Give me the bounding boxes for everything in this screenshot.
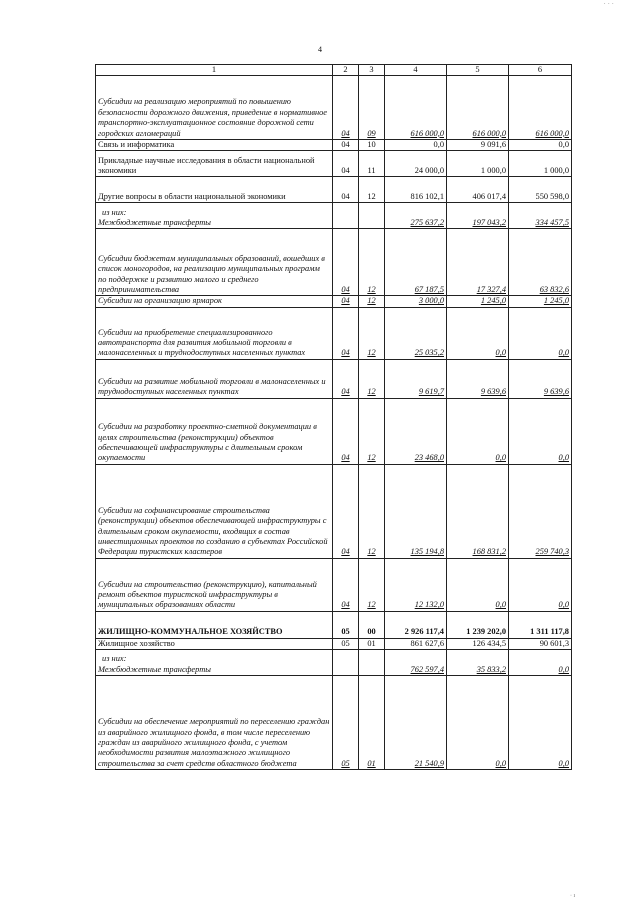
row-amount-col4: 275 637,2 xyxy=(385,203,447,229)
row-amount-col4: 12 132,0 xyxy=(385,558,447,611)
row-amount-col6: 63 832,6 xyxy=(509,229,572,296)
row-name: Другие вопросы в области национальной экономики xyxy=(96,177,333,203)
row-amount-col5: 168 831,2 xyxy=(447,464,509,558)
page-number: 4 xyxy=(318,45,322,54)
row-section-code: 04 xyxy=(333,307,359,359)
row-subsection-code: 12 xyxy=(359,229,385,296)
row-amount-col6: 0,0 xyxy=(509,140,572,151)
row-subsection-code xyxy=(359,650,385,676)
table-row xyxy=(96,676,572,770)
row-amount-col4: 24 000,0 xyxy=(385,151,447,177)
row-amount-col5: 0,0 xyxy=(447,558,509,611)
row-amount-col5: 17 327,4 xyxy=(447,229,509,296)
row-amount-col5: 9 639,6 xyxy=(447,359,509,398)
row-section-code: 05 xyxy=(333,638,359,649)
row-amount-col5: 1 000,0 xyxy=(447,151,509,177)
row-name: Субсидии на организацию ярмарок xyxy=(96,296,333,307)
row-name: Субсидии на приобретение специализированного автотранспорта для развития мобильной торговли в малонаселенных и труднодоступных населенных пунктах xyxy=(96,307,333,359)
row-amount-col5: 406 017,4 xyxy=(447,177,509,203)
row-section-code: 04 xyxy=(333,140,359,151)
row-subsection-code: 12 xyxy=(359,177,385,203)
table-row xyxy=(96,203,572,229)
row-section-code: 04 xyxy=(333,229,359,296)
row-name: Связь и информатика xyxy=(96,140,333,151)
row-subsection-code: 12 xyxy=(359,398,385,464)
row-section-code: 04 xyxy=(333,359,359,398)
row-amount-col4: 861 627,6 xyxy=(385,638,447,649)
row-section-code: 04 xyxy=(333,464,359,558)
row-subsection-code: 11 xyxy=(359,151,385,177)
row-name: Субсидии на реализацию мероприятий по повышению безопасности дорожного движения, приведение в нормативное транспортно-эксплуатационное состояние дорожной сети городских агломераций xyxy=(96,76,333,140)
table-row xyxy=(96,229,572,296)
row-amount-col4: 0,0 xyxy=(385,140,447,151)
row-amount-col5: 197 043,2 xyxy=(447,203,509,229)
row-amount-col5: 1 245,0 xyxy=(447,296,509,307)
header-col-4: 4 xyxy=(385,65,447,76)
table-row xyxy=(96,140,572,151)
table-row xyxy=(96,464,572,558)
row-section-code: 05 xyxy=(333,676,359,770)
row-subsection-code: 09 xyxy=(359,76,385,140)
table-row xyxy=(96,638,572,649)
table-row xyxy=(96,398,572,464)
row-amount-col6: 0,0 xyxy=(509,398,572,464)
row-section-code: 04 xyxy=(333,558,359,611)
header-col-3: 3 xyxy=(359,65,385,76)
row-amount-col6: 9 639,6 xyxy=(509,359,572,398)
row-subsection-code: 12 xyxy=(359,307,385,359)
row-amount-col4: 21 540,9 xyxy=(385,676,447,770)
row-subsection-code: 12 xyxy=(359,296,385,307)
row-amount-col5: 0,0 xyxy=(447,307,509,359)
row-amount-col6: 1 311 117,8 xyxy=(509,611,572,638)
row-name-sub: Межбюджетные трансферты xyxy=(98,218,211,227)
row-name: Субсидии бюджетам муниципальных образований, вошедших в список моногородов, на реализацию муниципальных программ по поддержке и развитию малого и среднего предпринимательства xyxy=(96,229,333,296)
row-section-code: 04 xyxy=(333,296,359,307)
row-amount-col5: 616 000,0 xyxy=(447,76,509,140)
row-section-code: 04 xyxy=(333,151,359,177)
row-name: Субсидии на софинансирование строительства (реконструкции) объектов обеспечивающей инфраструктуры с длительным сроком окупаемости, входящих в состав инвестиционных проектов по созданию в субъектах Российской Федерации туристских кластеров xyxy=(96,464,333,558)
row-name: ЖИЛИЩНО-КОММУНАЛЬНОЕ ХОЗЯЙСТВО xyxy=(96,611,333,638)
table-row xyxy=(96,296,572,307)
table-row xyxy=(96,177,572,203)
row-section-code: 05 xyxy=(333,611,359,638)
row-section-code: 04 xyxy=(333,76,359,140)
row-amount-col5: 0,0 xyxy=(447,676,509,770)
row-subsection-code: 12 xyxy=(359,464,385,558)
row-amount-col5: 1 239 202,0 xyxy=(447,611,509,638)
row-amount-col4: 23 468,0 xyxy=(385,398,447,464)
row-amount-col6: 1 000,0 xyxy=(509,151,572,177)
row-subsection-code: 12 xyxy=(359,359,385,398)
row-amount-col6: 0,0 xyxy=(509,676,572,770)
row-section-code: 04 xyxy=(333,177,359,203)
row-amount-col6: 616 000,0 xyxy=(509,76,572,140)
row-amount-col5: 126 434,5 xyxy=(447,638,509,649)
row-name: Субсидии на обеспечение мероприятий по переселению граждан из аварийного жилищного фонда, в том числе переселению граждан из аварийного жилищного фонда, с учетом необходимости развития малоэтажного жилищного строительства за счет средств областного бюджета xyxy=(96,676,333,770)
table-row xyxy=(96,76,572,140)
row-name-sub: Межбюджетные трансферты xyxy=(98,664,211,674)
row-amount-col6: 0,0 xyxy=(509,307,572,359)
row-section-code xyxy=(333,650,359,676)
table-header-row xyxy=(96,65,572,76)
row-amount-col4: 616 000,0 xyxy=(385,76,447,140)
corner-scan-mark: · · · xyxy=(603,0,614,8)
row-amount-col5: 0,0 xyxy=(447,398,509,464)
row-amount-col5: 35 833,2 xyxy=(447,650,509,676)
header-col-6: 6 xyxy=(509,65,572,76)
row-amount-col4: 2 926 117,4 xyxy=(385,611,447,638)
table-row xyxy=(96,151,572,177)
row-amount-col4: 67 187,5 xyxy=(385,229,447,296)
row-name: Жилищное хозяйство xyxy=(96,638,333,649)
row-amount-col4: 135 194,8 xyxy=(385,464,447,558)
row-subsection-code: 01 xyxy=(359,638,385,649)
row-amount-col4: 762 597,4 xyxy=(385,650,447,676)
row-amount-col4: 816 102,1 xyxy=(385,177,447,203)
row-subsection-code: 10 xyxy=(359,140,385,151)
budget-table xyxy=(95,64,572,770)
table-row xyxy=(96,359,572,398)
row-amount-col6: 90 601,3 xyxy=(509,638,572,649)
header-col-2: 2 xyxy=(333,65,359,76)
row-name: Субсидии на строительство (реконструкцию), капитальный ремонт объектов туристской инфраструктуры в муниципальных образованиях области xyxy=(96,558,333,611)
row-subsection-code: 00 xyxy=(359,611,385,638)
row-amount-col6: 0,0 xyxy=(509,558,572,611)
row-amount-col4: 9 619,7 xyxy=(385,359,447,398)
row-amount-col6: 1 245,0 xyxy=(509,296,572,307)
row-amount-col4: 3 000,0 xyxy=(385,296,447,307)
row-amount-col5: 9 091,6 xyxy=(447,140,509,151)
row-subsection-code xyxy=(359,203,385,229)
row-name-prefix: из них: xyxy=(102,654,127,664)
row-name xyxy=(96,650,333,676)
footer-scan-mark: · ı xyxy=(570,893,576,899)
row-amount-col6: 259 740,3 xyxy=(509,464,572,558)
row-name: Субсидии на развитие мобильной торговли в малонаселенных и труднодоступных населенных пунктах xyxy=(96,359,333,398)
table-row xyxy=(96,611,572,638)
table-row xyxy=(96,650,572,676)
row-subsection-code: 01 xyxy=(359,676,385,770)
row-section-code xyxy=(333,203,359,229)
row-amount-col6: 334 457,5 xyxy=(509,203,572,229)
row-amount-col4: 25 035,2 xyxy=(385,307,447,359)
table-row xyxy=(96,307,572,359)
row-subsection-code: 12 xyxy=(359,558,385,611)
row-name: Субсидии на разработку проектно-сметной документации в целях строительства (реконструкции) объектов обеспечивающей инфраструктуры с длительным сроком окупаемости xyxy=(96,398,333,464)
row-amount-col6: 550 598,0 xyxy=(509,177,572,203)
header-col-5: 5 xyxy=(447,65,509,76)
row-amount-col6: 0,0 xyxy=(509,650,572,676)
row-name: Прикладные научные исследования в области национальной экономики xyxy=(96,151,333,177)
row-name-prefix: из них: xyxy=(102,207,127,217)
row-section-code: 04 xyxy=(333,398,359,464)
table-row xyxy=(96,558,572,611)
header-col-1: 1 xyxy=(96,65,333,76)
row-name xyxy=(96,203,333,229)
